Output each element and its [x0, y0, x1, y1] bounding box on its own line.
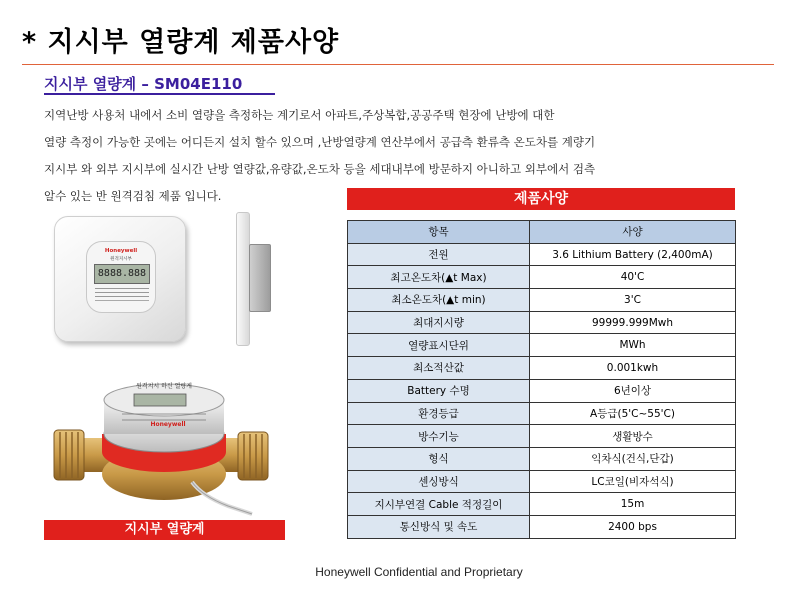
- spec-value: 3.6 Lithium Battery (2,400mA): [530, 243, 736, 266]
- spec-item: 환경등급: [348, 402, 530, 425]
- spec-value: 15m: [530, 493, 736, 516]
- spec-value: 99999.999Mwh: [530, 311, 736, 334]
- table-row: [348, 289, 736, 312]
- table-row: [348, 266, 736, 289]
- page-title: * 지시부 열량계 제품사양: [22, 27, 340, 58]
- spec-item: 통신방식 및 속도: [348, 515, 530, 538]
- description-line: 알수 있는 반 원격검침 제품 입니다.: [44, 189, 222, 203]
- column-header-item: 항목: [348, 221, 530, 244]
- indicator-device-front-image: [54, 216, 186, 342]
- spec-value: 익차식(건식,단갑): [530, 447, 736, 470]
- description-line: 지역난방 사용처 내에서 소비 열량을 측정하는 계기로서 아파트,주상복합,공공주택 현장에 난방에 대한: [44, 108, 555, 122]
- lcd-display: 8888.888: [94, 264, 150, 284]
- image-caption: 지시부 열량계: [44, 520, 285, 540]
- spec-item: 센싱방식: [348, 470, 530, 493]
- spec-item: 방수기능: [348, 425, 530, 448]
- meter-dial-label: 원격지시 하신 열량계: [136, 383, 192, 390]
- indicator-device-side-image: [236, 212, 250, 346]
- description-line: 열량 측정이 가능한 곳에는 어디든지 설치 할수 있으며 ,난방열량계 연산부에서 공급측 환류측 온도차를 계량기: [44, 135, 596, 149]
- table-row: [348, 515, 736, 538]
- table-row: [348, 379, 736, 402]
- spec-item: 최고온도차(▲t Max): [348, 266, 530, 289]
- table-row: [348, 402, 736, 425]
- spec-item: 지시부연결 Cable 적정길이: [348, 493, 530, 516]
- table-row: [348, 447, 736, 470]
- spec-table-title: 제품사양: [347, 188, 735, 210]
- table-row: [348, 493, 736, 516]
- subtitle-underline: [44, 93, 275, 95]
- meter-brand-logo: Honeywell: [150, 421, 186, 428]
- spec-item: 최소온도차(▲t min): [348, 289, 530, 312]
- spec-table: [347, 220, 736, 539]
- spec-value: 3'C: [530, 289, 736, 312]
- spec-item: 전원: [348, 243, 530, 266]
- heat-meter-image: [52, 378, 272, 518]
- description-line: 지시부 와 외부 지시부에 실시간 난방 열량값,유량값,온도차 등을 세대내부에 방문하지 아니하고 외부에서 검측: [44, 162, 596, 176]
- table-row: [348, 357, 736, 380]
- indicator-device-side-back: [249, 244, 271, 312]
- title-divider: [22, 64, 774, 65]
- table-row: [348, 243, 736, 266]
- spec-value: 6년이상: [530, 379, 736, 402]
- indicator-face: [86, 241, 156, 313]
- column-header-spec: 사양: [530, 221, 736, 244]
- table-row: [348, 425, 736, 448]
- spec-value: LC코일(비자석식): [530, 470, 736, 493]
- spec-value: 생활방수: [530, 425, 736, 448]
- spec-value: MWh: [530, 334, 736, 357]
- spec-item: 열량표시단위: [348, 334, 530, 357]
- device-fine-print: [95, 288, 149, 289]
- device-panel-label: 원격지시부: [110, 257, 132, 262]
- spec-value: 2400 bps: [530, 515, 736, 538]
- spec-value: A등급(5'C~55'C): [530, 402, 736, 425]
- spec-item: 최소적산값: [348, 357, 530, 380]
- table-row: [348, 311, 736, 334]
- spec-table-header-row: [348, 221, 736, 244]
- confidential-footer: Honeywell Confidential and Proprietary: [315, 565, 523, 579]
- product-subtitle: 지시부 열량계 – SM04E110: [44, 75, 243, 93]
- spec-value: 0.001kwh: [530, 357, 736, 380]
- spec-value: 40'C: [530, 266, 736, 289]
- device-brand-logo: Honeywell: [104, 248, 138, 254]
- spec-item: 형식: [348, 447, 530, 470]
- table-row: [348, 334, 736, 357]
- table-row: [348, 470, 736, 493]
- spec-item: Battery 수명: [348, 379, 530, 402]
- spec-item: 최대지시량: [348, 311, 530, 334]
